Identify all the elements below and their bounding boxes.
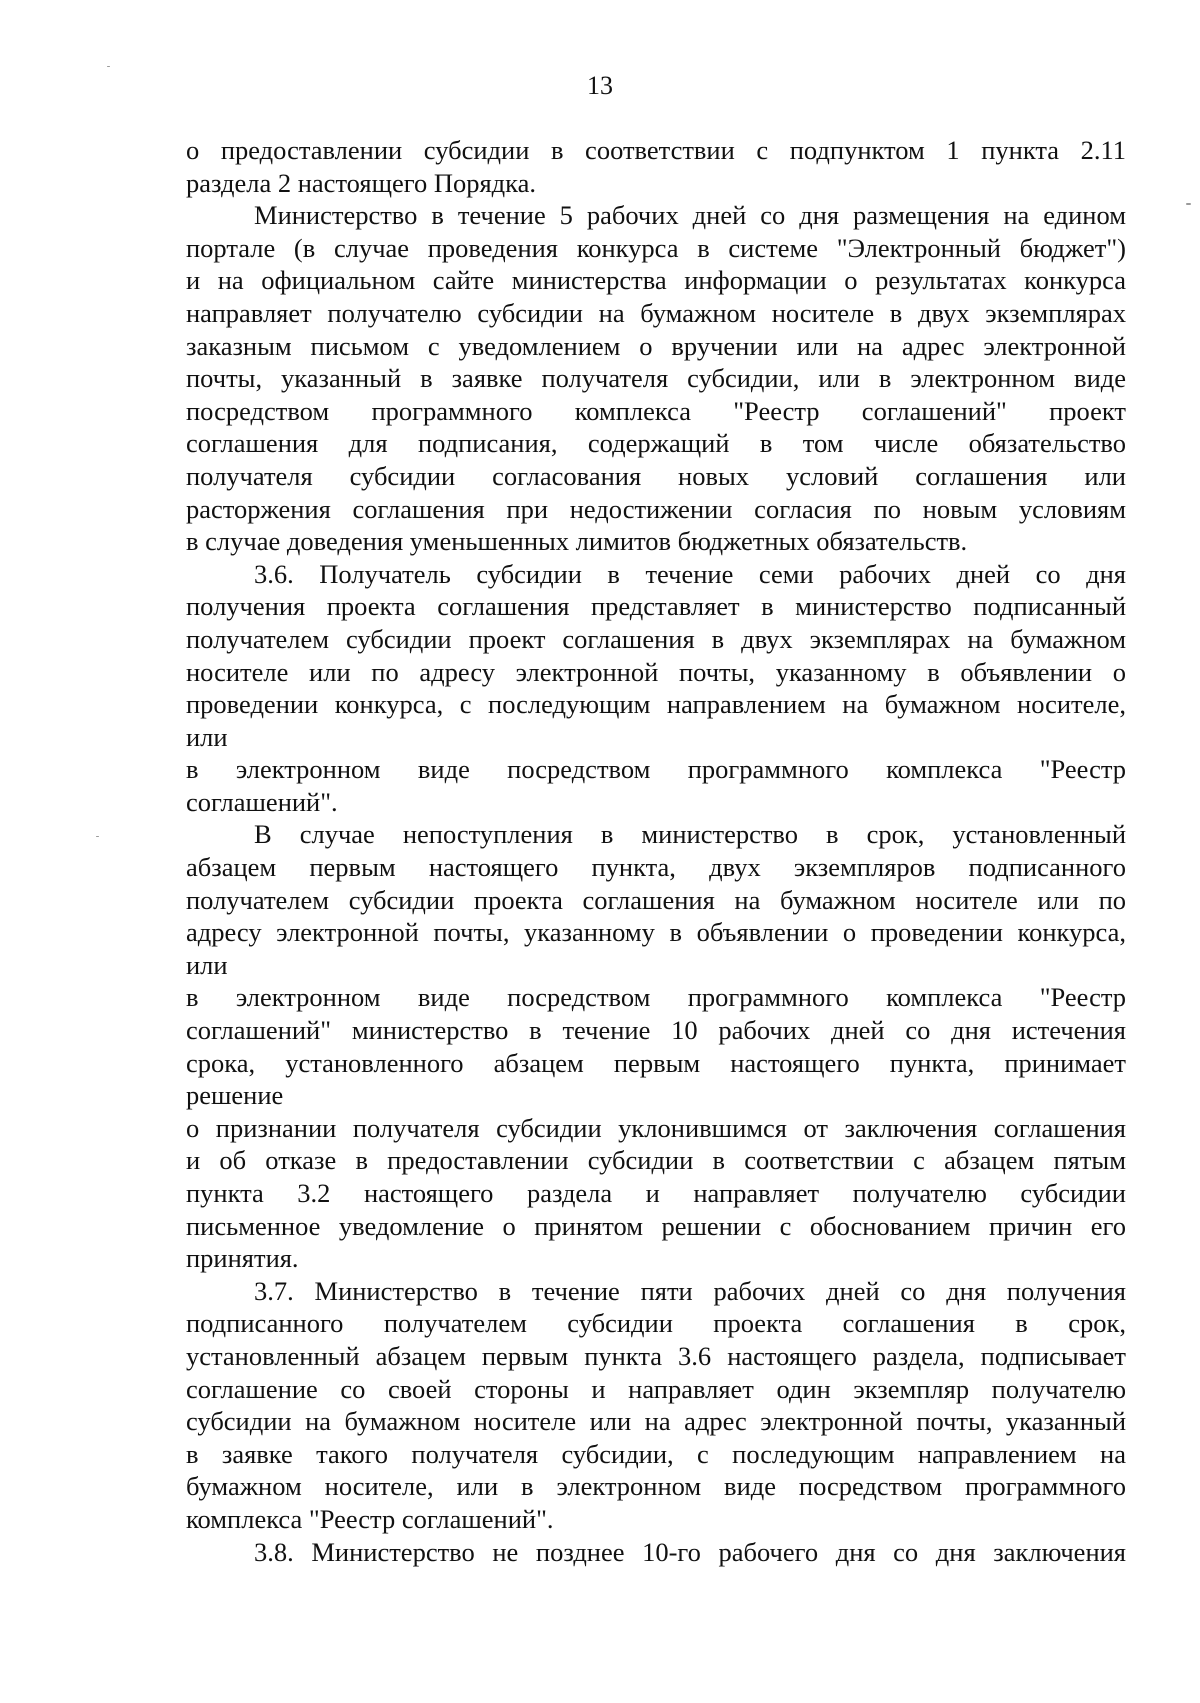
paragraph-first-line: Министерство в течение 5 рабочих дней со дня размещения на едином: [254, 200, 1126, 231]
text-line: абзацем первым настоящего пункта, двух экземпляров подписанного: [186, 852, 1126, 883]
text-line: в заявке такого получателя субсидии, с последующим направлением на: [186, 1438, 1126, 1469]
text-line: о предоставлении субсидии в соответствии с подпунктом 1 пункта 2.11: [186, 135, 1126, 165]
text-line: соглашения для подписания, содержащий в том числе обязательство: [186, 428, 1126, 459]
paragraph-first-line: В случае непоступления в министерство в срок, установленный: [254, 819, 1126, 850]
text-line: и на официальном сайте министерства информации о результатах конкурса: [186, 265, 1126, 296]
paragraph-first-line: 3.8. Министерство не позднее 10-го рабочего дня со дня заключения: [254, 1536, 1126, 1567]
text-line: решение: [186, 1080, 284, 1111]
paragraph-first-line: 3.6. Получатель субсидии в течение семи рабочих дней со дня: [254, 558, 1126, 589]
text-line: соглашений".: [186, 786, 338, 817]
text-line: в электронном виде посредством программного комплекса "Реестр: [186, 754, 1126, 785]
text-line: расторжения соглашения при недостижении согласия по новым условиям: [186, 493, 1126, 524]
paragraph-first-line: 3.7. Министерство в течение пяти рабочих дней со дня получения: [254, 1275, 1126, 1306]
scan-speck: [1186, 203, 1191, 205]
text-line: срока, установленного абзацем первым настоящего пункта, принимает: [186, 1047, 1126, 1078]
text-line: субсидии на бумажном носителе или на адрес электронной почты, указанный: [186, 1406, 1126, 1437]
text-line: получения проекта соглашения представляет в министерство подписанный: [186, 591, 1126, 622]
scan-speck: [96, 836, 99, 837]
text-line: письменное уведомление о принятом решении с обоснованием причин его: [186, 1210, 1126, 1241]
text-line: адресу электронной почты, указанному в объявлении о проведении конкурса,: [186, 917, 1126, 948]
text-line: подписанного получателем субсидии проекта соглашения в срок,: [186, 1308, 1126, 1339]
text-line: или: [186, 949, 228, 980]
text-line: соглашение со своей стороны и направляет один экземпляр получателю: [186, 1373, 1126, 1404]
text-line: получателя субсидии согласования новых условий соглашения или: [186, 460, 1126, 491]
text-line: принятия.: [186, 1243, 299, 1274]
text-line: направляет получателю субсидии на бумажном носителе в двух экземплярах: [186, 297, 1126, 328]
text-line: в случае доведения уменьшенных лимитов бюджетных обязательств.: [186, 526, 968, 557]
text-line: или: [186, 721, 228, 752]
text-line: получателем субсидии проекта соглашения на бумажном носителе или по: [186, 884, 1126, 915]
text-line: в электронном виде посредством программного комплекса "Реестр: [186, 982, 1126, 1013]
scan-speck: [107, 66, 110, 67]
text-line: комплекса "Реестр соглашений".: [186, 1503, 554, 1534]
text-line: бумажном носителе, или в электронном виде посредством программного: [186, 1471, 1126, 1502]
text-line: о признании получателя субсидии уклонившимся от заключения соглашения: [186, 1112, 1126, 1143]
text-line: портале (в случае проведения конкурса в системе "Электронный бюджет"): [186, 232, 1126, 263]
text-line: и об отказе в предоставлении субсидии в соответствии с абзацем пятым: [186, 1145, 1126, 1176]
text-line: проведении конкурса, с последующим направлением на бумажном носителе,: [186, 689, 1126, 720]
text-line: получателем субсидии проект соглашения в двух экземплярах на бумажном: [186, 623, 1126, 654]
text-line: соглашений" министерство в течение 10 рабочих дней со дня истечения: [186, 1015, 1126, 1046]
text-line: заказным письмом с уведомлением о вручении или на адрес электронной: [186, 330, 1126, 361]
text-line: установленный абзацем первым пункта 3.6 настоящего раздела, подписывает: [186, 1340, 1126, 1371]
page-number: 13: [587, 71, 613, 100]
text-line: носителе или по адресу электронной почты, указанному в объявлении о: [186, 656, 1126, 687]
text-line: пункта 3.2 настоящего раздела и направляет получателю субсидии: [186, 1178, 1126, 1208]
text-line: посредством программного комплекса "Реестр соглашений" проект: [186, 395, 1126, 426]
text-line: раздела 2 настоящего Порядка.: [186, 167, 537, 198]
document-body: [186, 134, 1126, 1568]
text-line: почты, указанный в заявке получателя субсидии, или в электронном виде: [186, 363, 1126, 394]
